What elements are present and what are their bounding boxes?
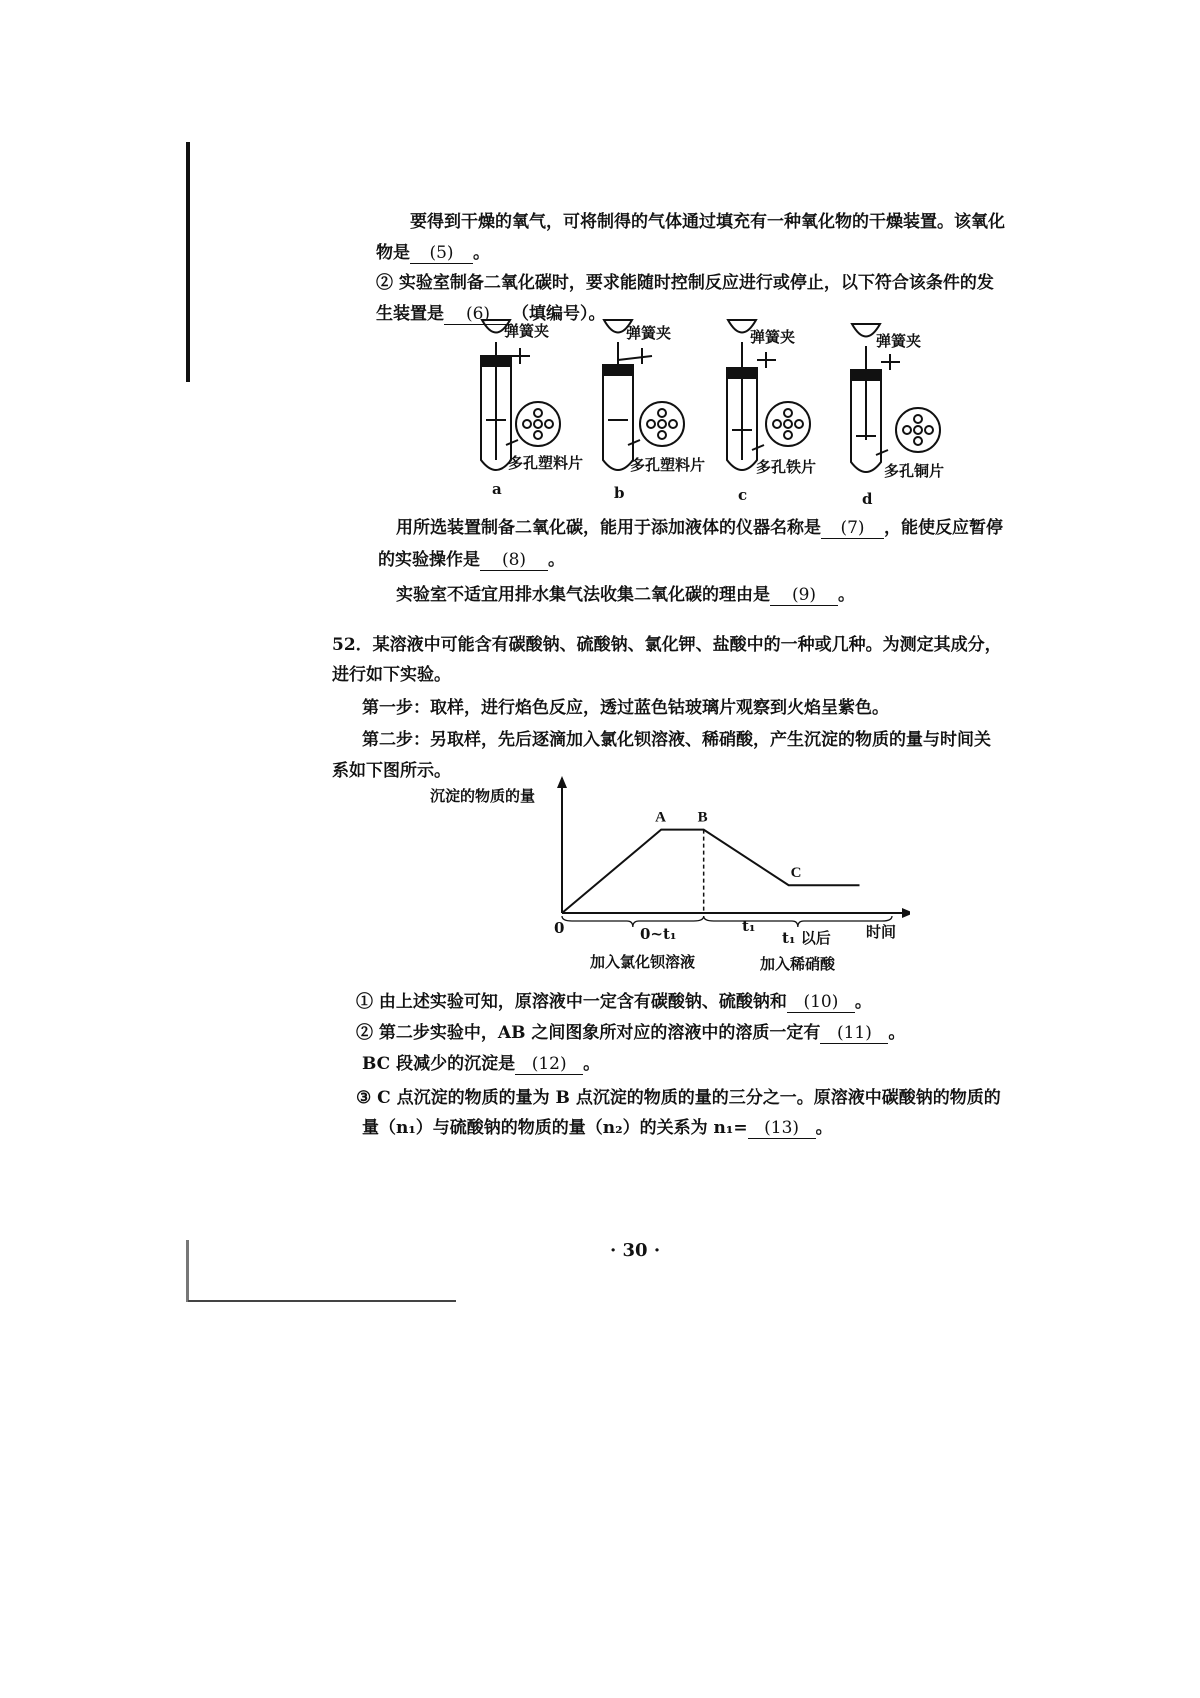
para-line: 物是 (5) 。 bbox=[376, 243, 490, 263]
answer-blank-8[interactable]: (8) bbox=[480, 550, 548, 571]
chart-x-arrow bbox=[902, 908, 910, 918]
chart-point-label-a: A bbox=[655, 809, 667, 826]
answer-blank-9[interactable]: (9) bbox=[770, 585, 838, 606]
question-52-intro: 52．某溶液中可能含有碳酸钠、硫酸钠、氯化钾、盐酸中的一种或几种。为测定其成分， bbox=[332, 635, 1002, 655]
apparatus-letter-c: c bbox=[738, 486, 748, 504]
apparatus-letter-a: a bbox=[492, 480, 502, 498]
scan-margin-line-bottom bbox=[186, 1240, 189, 1302]
subquestion-2b: BC 段减少的沉淀是 (12) 。 bbox=[362, 1054, 601, 1074]
answer-blank-11[interactable]: (11) bbox=[820, 1023, 888, 1044]
para-line: 进行如下实验。 bbox=[332, 665, 451, 685]
chart-seg2-label: t₁ 以后 bbox=[782, 929, 831, 947]
chart-seg1-caption: 加入氯化钡溶液 bbox=[590, 953, 696, 971]
answer-blank-6[interactable]: (6) bbox=[444, 304, 512, 325]
para-line: 要得到干燥的氧气，可将制得的气体通过填充有一种氧化物的干燥装置。该氧化 bbox=[410, 212, 1005, 232]
step-1: 第一步：取样，进行焰色反应，透过蓝色钴玻璃片观察到火焰呈紫色。 bbox=[362, 698, 889, 718]
plate-label-a: 多孔塑料片 bbox=[508, 454, 584, 472]
answer-blank-10[interactable]: (10) bbox=[787, 992, 855, 1013]
clamp-label-a: 弹簧夹 bbox=[504, 322, 550, 340]
apparatus-a bbox=[481, 320, 560, 470]
apparatus-letter-b: b bbox=[614, 484, 625, 502]
plate-label-d: 多孔铜片 bbox=[884, 462, 945, 480]
clamp-label-b: 弹簧夹 bbox=[626, 324, 672, 342]
clamp-label-c: 弹簧夹 bbox=[750, 328, 796, 346]
subquestion-1: ① 由上述实验可知，原溶液中一定含有碳酸钠、硫酸钠和 (10) 。 bbox=[356, 992, 872, 1012]
chart-seg1-label: 0~t₁ bbox=[640, 925, 677, 943]
chart-y-label: 沉淀的物质的量 bbox=[430, 787, 536, 805]
apparatus-letter-d: d bbox=[862, 490, 873, 508]
step-2: 第二步：另取样，先后逐滴加入氯化钡溶液、稀硝酸，产生沉淀的物质的量与时间关 bbox=[362, 730, 991, 750]
clamp-label-d: 弹簧夹 bbox=[876, 332, 922, 350]
chart-t1-tick: t₁ bbox=[742, 917, 756, 935]
chart-brace-seg1 bbox=[562, 916, 704, 927]
answer-blank-12[interactable]: (12) bbox=[515, 1054, 583, 1075]
scan-bottom-edge bbox=[188, 1300, 456, 1302]
subquestion-2: ② 第二步实验中，AB 之间图象所对应的溶液中的溶质一定有 (11) 。 bbox=[356, 1023, 906, 1043]
para-line: ② 实验室制备二氧化碳时，要求能随时控制反应进行或停止，以下符合该条件的发 bbox=[376, 273, 994, 293]
apparatus-drawing bbox=[0, 0, 1200, 520]
chart-x-label: 时间 bbox=[866, 923, 897, 941]
chart-origin-label: 0 bbox=[554, 919, 565, 937]
chart-series-line bbox=[562, 830, 860, 913]
answer-blank-7[interactable]: (7) bbox=[821, 518, 884, 539]
plate-label-c: 多孔铁片 bbox=[756, 458, 817, 476]
plate-label-b: 多孔塑料片 bbox=[630, 456, 706, 474]
subquestion-3: ③ C 点沉淀的物质的量为 B 点沉淀的物质的量的三分之一。原溶液中碳酸钠的物质的 bbox=[356, 1088, 1001, 1108]
para-line: 系如下图所示。 bbox=[332, 761, 451, 781]
precipitate-chart bbox=[430, 775, 910, 975]
chart-y-arrow bbox=[557, 776, 567, 788]
page-number: · 30 · bbox=[610, 1240, 661, 1261]
para-line: 实验室不适宜用排水集气法收集二氧化碳的理由是 (9) 。 bbox=[396, 585, 855, 605]
chart-point-label-c: C bbox=[790, 865, 802, 882]
answer-blank-5[interactable]: (5) bbox=[410, 243, 473, 264]
para-line: 量（n₁）与硫酸钠的物质的量（n₂）的关系为 n₁= (13) 。 bbox=[362, 1118, 833, 1138]
chart-seg2-caption: 加入稀硝酸 bbox=[760, 955, 836, 973]
chart-brace-seg2 bbox=[704, 916, 892, 927]
answer-blank-13[interactable]: (13) bbox=[748, 1118, 816, 1139]
para-line: 生装置是 (6) （填编号）。 bbox=[376, 304, 606, 324]
para-line: 的实验操作是 (8) 。 bbox=[378, 550, 565, 570]
chart-point-label-b: B bbox=[697, 809, 708, 826]
para-line: 用所选装置制备二氧化碳，能用于添加液体的仪器名称是 (7) ，能使反应暂停 bbox=[396, 518, 1003, 538]
